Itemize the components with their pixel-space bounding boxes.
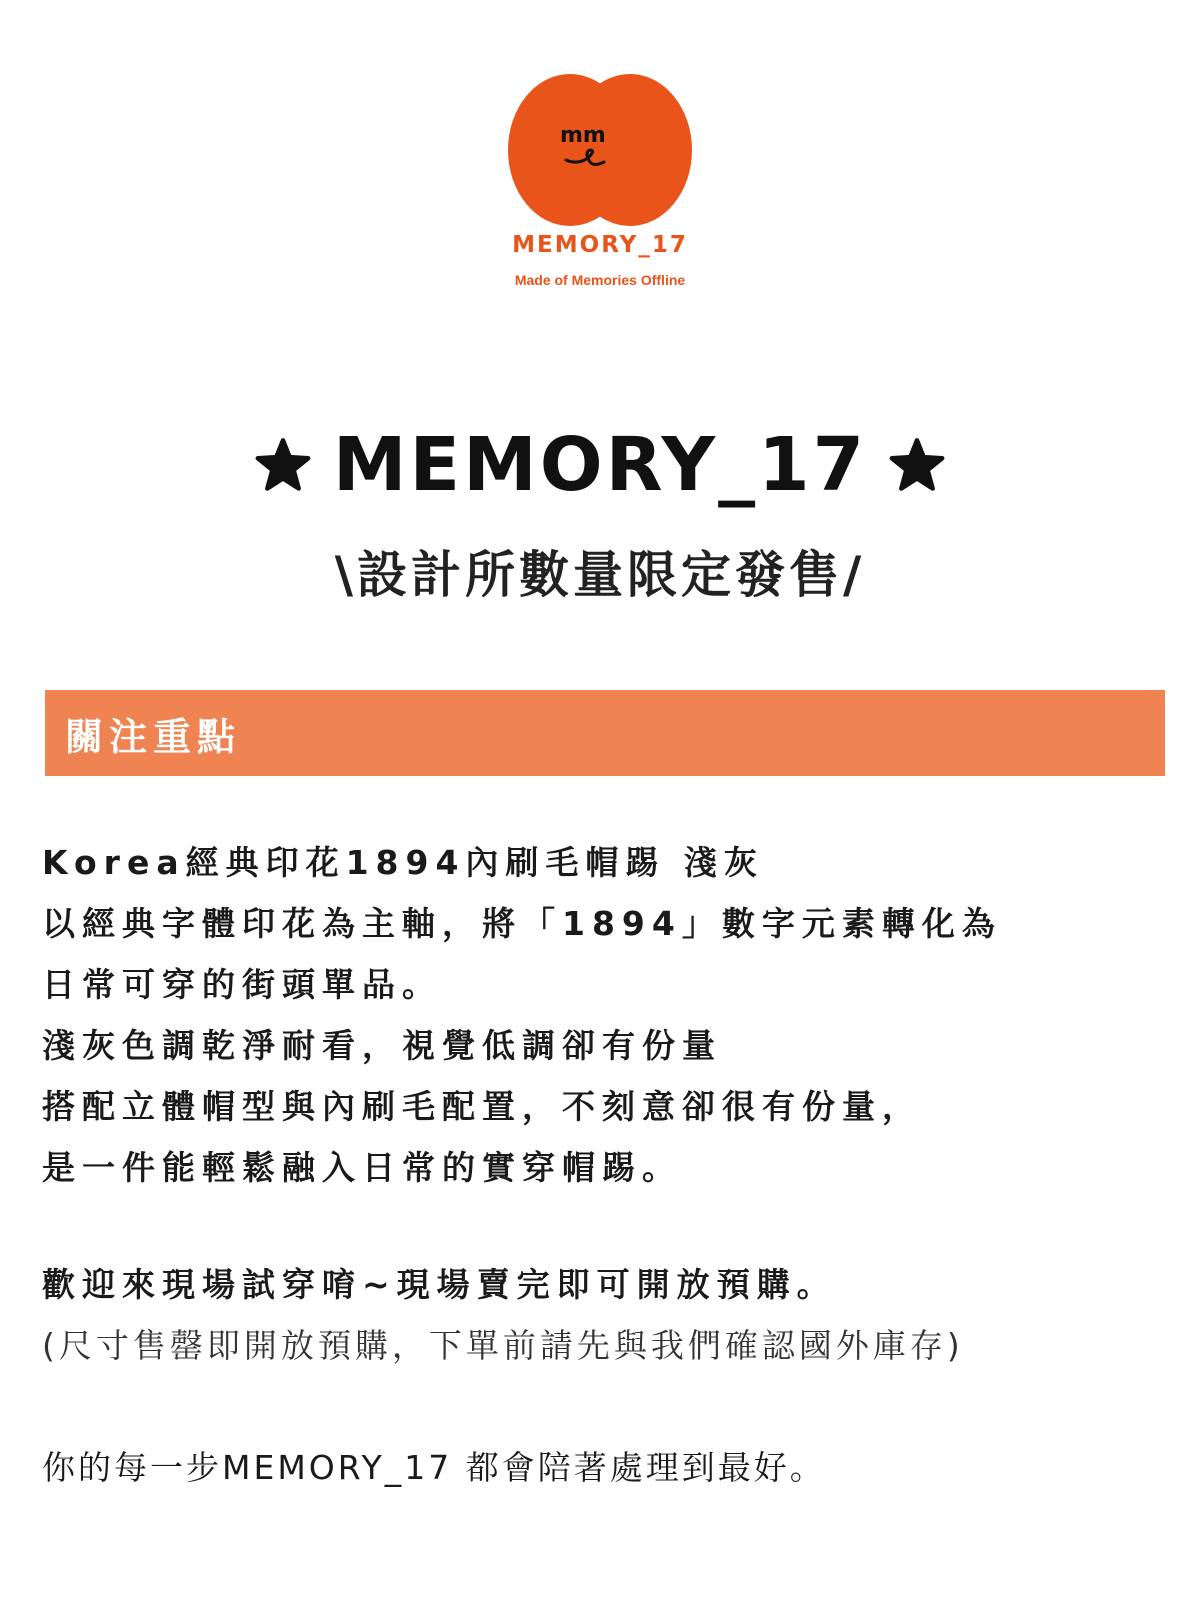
section-title: 關注重點 xyxy=(65,714,242,759)
closing-text: 你的每一步MEMORY_17 都會陪著處理到最好。 xyxy=(42,1448,826,1487)
hero-title xyxy=(0,420,1200,510)
description-line: 以經典字體印花為主軸，將「1894」數字元素轉化為 xyxy=(42,904,1002,943)
brand-logo-mark xyxy=(500,70,700,230)
store-notes xyxy=(42,1254,1162,1376)
logo-wordmark: MEMORY_17 xyxy=(512,232,688,258)
description-line: Korea經典印花1894內刷毛帽踢 淺灰 xyxy=(42,843,764,882)
logo-tagline: Made of Memories Offline xyxy=(514,272,686,288)
description-line: 淺灰色調乾淨耐看，視覺低調卻有份量 xyxy=(42,1026,722,1065)
preorder-note: (尺寸售罄即開放預購，下單前請先與我們確認國外庫存) xyxy=(42,1326,964,1365)
welcome-note: 歡迎來現場試穿唷~現場賣完即可開放預購。 xyxy=(42,1265,837,1304)
description-line: 是一件能輕鬆融入日常的實穿帽踢。 xyxy=(42,1148,682,1187)
star-icon xyxy=(255,437,311,493)
hero-title-text: MEMORY_17 xyxy=(332,422,868,508)
description-line: 搭配立體帽型與內刷毛配置，不刻意卻很有份量， xyxy=(42,1087,922,1126)
logo-mark-text: mm xyxy=(560,123,606,148)
brand-logo xyxy=(0,60,1200,300)
closing-message xyxy=(42,1437,1162,1498)
section-banner xyxy=(45,690,1165,776)
star-icon xyxy=(889,437,945,493)
hero-subtitle: \設計所數量限定發售/ xyxy=(334,546,866,604)
product-description xyxy=(42,832,1162,1198)
description-line: 日常可穿的街頭單品。 xyxy=(42,965,442,1004)
